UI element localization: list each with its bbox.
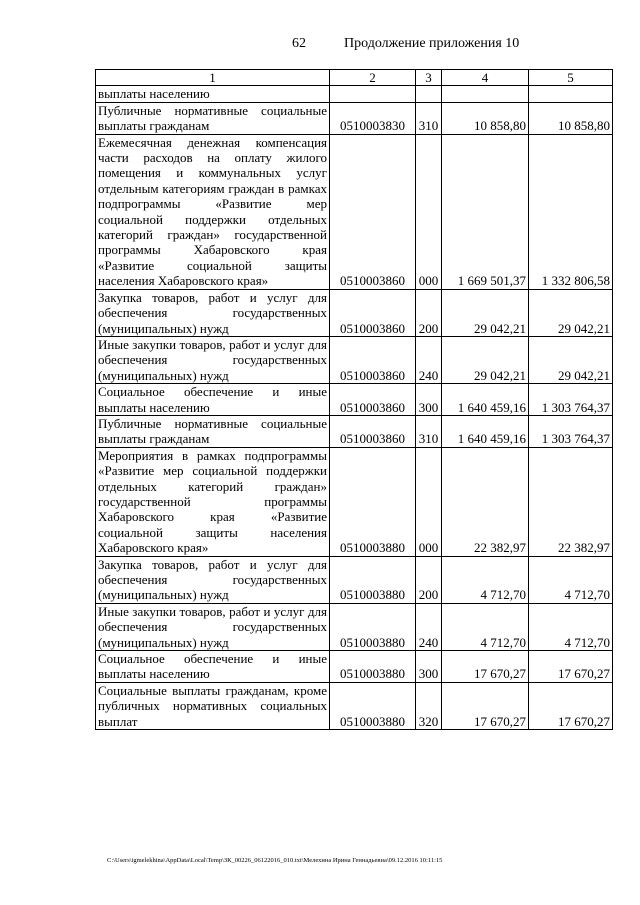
row-amount-year-2: 22 382,97 — [529, 447, 613, 556]
page-number: 62 — [292, 36, 306, 51]
row-description: Социальное обеспечение и иные выплаты населению — [96, 384, 330, 416]
table-row — [96, 415, 613, 447]
table-row — [96, 603, 613, 650]
row-amount-year-1: 1 640 459,16 — [442, 384, 529, 416]
row-target-code — [330, 86, 416, 102]
row-expense-type: 000 — [416, 134, 442, 289]
row-description: Социальное обеспечение и иные выплаты населению — [96, 651, 330, 683]
row-amount-year-1: 1 640 459,16 — [442, 415, 529, 447]
budget-table — [95, 69, 613, 730]
column-header: 4 — [442, 70, 529, 86]
row-expense-type: 310 — [416, 415, 442, 447]
row-amount-year-1: 1 669 501,37 — [442, 134, 529, 289]
table-row — [96, 336, 613, 383]
row-description: Ежемесячная денежная компенсация части расходов на оплату жилого помещения и коммунальных услуг отдельным категориям граждан в рамках подпрограммы «Развитие мер социальной поддержки отдельных категорий граждан» государственной программы Хабаровского края «Развитие социальной защиты населения Хабаровского края» — [96, 134, 330, 289]
row-expense-type: 240 — [416, 603, 442, 650]
row-description: Публичные нормативные социальные выплаты гражданам — [96, 102, 330, 134]
row-amount-year-1: 22 382,97 — [442, 447, 529, 556]
row-target-code: 0510003860 — [330, 336, 416, 383]
row-amount-year-1 — [442, 86, 529, 102]
row-expense-type: 240 — [416, 336, 442, 383]
row-target-code: 0510003860 — [330, 415, 416, 447]
row-amount-year-2: 10 858,80 — [529, 102, 613, 134]
row-target-code: 0510003880 — [330, 447, 416, 556]
appendix-title: Продолжение приложения 10 — [344, 36, 520, 51]
row-target-code: 0510003880 — [330, 556, 416, 603]
row-amount-year-1: 17 670,27 — [442, 651, 529, 683]
table-row — [96, 384, 613, 416]
row-amount-year-2: 4 712,70 — [529, 603, 613, 650]
row-amount-year-1: 29 042,21 — [442, 336, 529, 383]
row-expense-type: 300 — [416, 651, 442, 683]
row-amount-year-2 — [529, 86, 613, 102]
table-body — [96, 86, 613, 730]
row-amount-year-2: 17 670,27 — [529, 682, 613, 729]
row-amount-year-1: 4 712,70 — [442, 556, 529, 603]
row-description: выплаты населению — [96, 86, 330, 102]
table-row — [96, 651, 613, 683]
row-target-code: 0510003860 — [330, 134, 416, 289]
row-target-code: 0510003880 — [330, 651, 416, 683]
row-amount-year-2: 1 332 806,58 — [529, 134, 613, 289]
row-amount-year-2: 29 042,21 — [529, 289, 613, 336]
row-amount-year-1: 29 042,21 — [442, 289, 529, 336]
row-description: Иные закупки товаров, работ и услуг для обеспечения государственных (муниципальных) нужд — [96, 336, 330, 383]
row-amount-year-2: 29 042,21 — [529, 336, 613, 383]
row-expense-type — [416, 86, 442, 102]
row-amount-year-1: 17 670,27 — [442, 682, 529, 729]
column-header: 1 — [96, 70, 330, 86]
row-target-code: 0510003880 — [330, 603, 416, 650]
column-header: 3 — [416, 70, 442, 86]
column-header: 5 — [529, 70, 613, 86]
row-expense-type: 300 — [416, 384, 442, 416]
table-row — [96, 289, 613, 336]
table-row — [96, 447, 613, 556]
row-description: Закупка товаров, работ и услуг для обеспечения государственных (муниципальных) нужд — [96, 289, 330, 336]
row-description: Социальные выплаты гражданам, кроме публичных нормативных социальных выплат — [96, 682, 330, 729]
table-row — [96, 556, 613, 603]
row-amount-year-1: 10 858,80 — [442, 102, 529, 134]
row-amount-year-2: 1 303 764,37 — [529, 384, 613, 416]
row-expense-type: 000 — [416, 447, 442, 556]
row-expense-type: 200 — [416, 289, 442, 336]
table-row — [96, 682, 613, 729]
table-row — [96, 134, 613, 289]
row-description: Мероприятия в рамках подпрограммы «Развитие мер социальной поддержки отдельных категорий граждан» государственной программы Хабаровского края «Развитие социальной защиты населения Хабаровского края» — [96, 447, 330, 556]
table-header-row — [96, 70, 613, 86]
table-row — [96, 86, 613, 102]
row-description: Публичные нормативные социальные выплаты гражданам — [96, 415, 330, 447]
page-header — [0, 36, 640, 58]
column-header: 2 — [330, 70, 416, 86]
row-amount-year-2: 17 670,27 — [529, 651, 613, 683]
row-expense-type: 310 — [416, 102, 442, 134]
row-target-code: 0510003880 — [330, 682, 416, 729]
row-expense-type: 320 — [416, 682, 442, 729]
row-target-code: 0510003830 — [330, 102, 416, 134]
row-amount-year-1: 4 712,70 — [442, 603, 529, 650]
row-target-code: 0510003860 — [330, 289, 416, 336]
row-expense-type: 200 — [416, 556, 442, 603]
row-description: Закупка товаров, работ и услуг для обеспечения государственных (муниципальных) нужд — [96, 556, 330, 603]
row-amount-year-2: 1 303 764,37 — [529, 415, 613, 447]
row-description: Иные закупки товаров, работ и услуг для обеспечения государственных (муниципальных) нужд — [96, 603, 330, 650]
file-path-footer: C:\Users\igmelekhina\AppData\Local\Temp\ЗК_00226_06122016_010.txt\Мелехина Ирина Геннадьевна\09.12.2016 10:11:15 — [107, 857, 443, 864]
table-row — [96, 102, 613, 134]
row-amount-year-2: 4 712,70 — [529, 556, 613, 603]
row-target-code: 0510003860 — [330, 384, 416, 416]
